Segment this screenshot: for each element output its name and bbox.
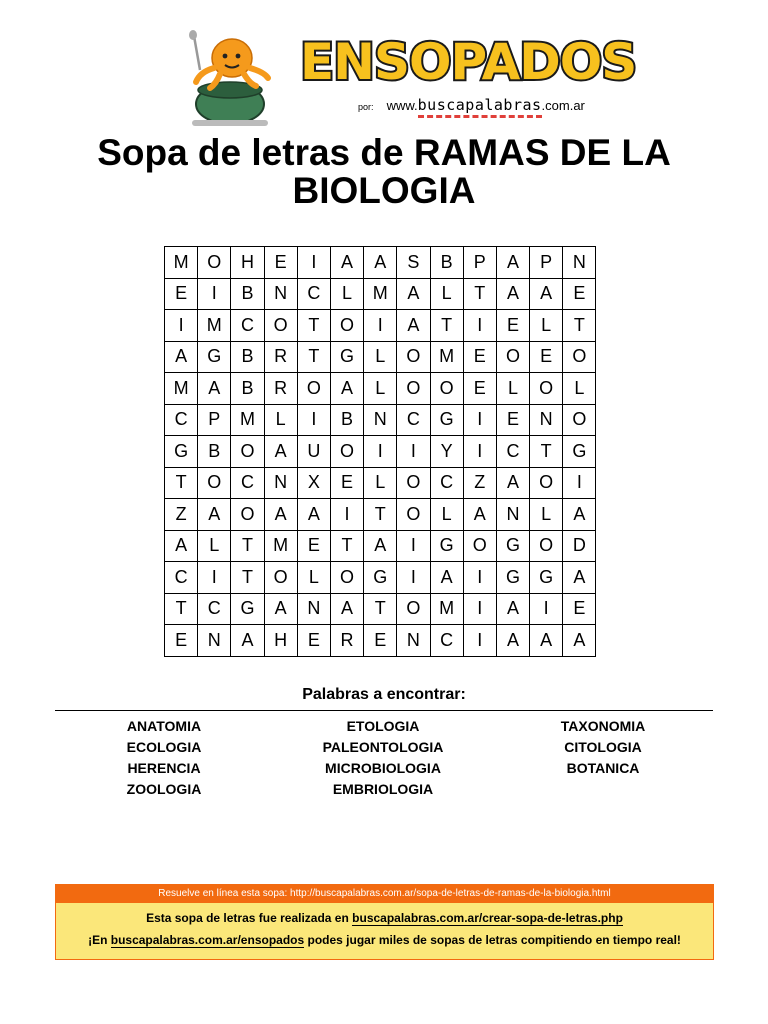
grid-cell: A	[563, 625, 596, 657]
create-link[interactable]: buscapalabras.com.ar/crear-sopa-de-letras.php	[352, 911, 623, 925]
footer-line-create	[56, 910, 713, 926]
grid-cell: N	[297, 593, 330, 625]
grid-cell: L	[364, 341, 397, 373]
grid-cell: C	[496, 436, 529, 468]
grid-cell: R	[264, 373, 297, 405]
grid-cell: I	[463, 593, 496, 625]
grid-cell: B	[330, 404, 363, 436]
grid-cell: I	[198, 278, 231, 310]
word-list-column-3	[493, 716, 713, 779]
header	[0, 0, 768, 130]
grid-row	[165, 499, 596, 531]
grid-row	[165, 467, 596, 499]
grid-cell: T	[364, 499, 397, 531]
grid-cell: S	[397, 247, 430, 279]
grid-cell: O	[330, 436, 363, 468]
grid-cell: L	[264, 404, 297, 436]
grid-cell: Z	[165, 499, 198, 531]
grid-cell: B	[231, 373, 264, 405]
grid-cell: L	[496, 373, 529, 405]
grid-cell: E	[496, 404, 529, 436]
grid-cell: G	[430, 404, 463, 436]
grid-cell: L	[198, 530, 231, 562]
grid-row	[165, 341, 596, 373]
word-item: BOTANICA	[566, 760, 640, 776]
grid-cell: N	[264, 278, 297, 310]
grid-cell: A	[198, 373, 231, 405]
grid-cell: G	[563, 436, 596, 468]
grid-cell: M	[198, 310, 231, 342]
grid-cell: I	[165, 310, 198, 342]
grid-cell: E	[463, 341, 496, 373]
grid-cell: A	[165, 341, 198, 373]
grid-row	[165, 436, 596, 468]
grid-cell: O	[264, 310, 297, 342]
grid-cell: A	[397, 310, 430, 342]
grid-cell: T	[463, 278, 496, 310]
grid-cell: M	[165, 373, 198, 405]
grid-cell: L	[563, 373, 596, 405]
word-item: ANATOMIA	[126, 718, 202, 734]
grid-row	[165, 404, 596, 436]
grid-row	[165, 593, 596, 625]
grid-cell: N	[364, 404, 397, 436]
grid-cell: C	[297, 278, 330, 310]
grid-cell: I	[330, 499, 363, 531]
grid-cell: A	[463, 499, 496, 531]
word-item: MICROBIOLOGIA	[325, 760, 441, 776]
grid-cell: A	[364, 247, 397, 279]
grid-cell: A	[231, 625, 264, 657]
grid-cell: I	[364, 436, 397, 468]
grid-cell: O	[264, 562, 297, 594]
grid-cell: B	[231, 278, 264, 310]
grid-cell: E	[530, 341, 563, 373]
grid-cell: O	[463, 530, 496, 562]
grid-cell: O	[297, 373, 330, 405]
grid-cell: C	[198, 593, 231, 625]
octopus-mascot-icon	[180, 28, 280, 128]
grid-cell: O	[530, 467, 563, 499]
footer-ensopados-prefix: ¡En	[88, 933, 111, 947]
grid-cell: M	[364, 278, 397, 310]
grid-cell: A	[330, 373, 363, 405]
grid-cell: G	[496, 530, 529, 562]
grid-row	[165, 625, 596, 657]
grid-cell: O	[330, 562, 363, 594]
word-item: ETOLOGIA	[346, 718, 420, 734]
grid-cell: G	[530, 562, 563, 594]
words-heading: Palabras a encontrar:	[302, 686, 466, 703]
grid-cell: L	[297, 562, 330, 594]
grid-cell: E	[463, 373, 496, 405]
word-item: HERENCIA	[127, 760, 201, 776]
logo-por: por:	[358, 102, 374, 112]
grid-cell: O	[330, 310, 363, 342]
logo-tld: .com.ar	[541, 98, 585, 113]
grid-cell: P	[198, 404, 231, 436]
title-line-1: Sopa de letras de RAMAS DE LA	[97, 132, 671, 173]
footer-ensopados-suffix: podes jugar miles de sopas de letras compitiendo en tiempo real!	[304, 933, 681, 947]
grid-cell: A	[264, 499, 297, 531]
grid-cell: I	[463, 436, 496, 468]
grid-cell: E	[297, 625, 330, 657]
grid-cell: X	[297, 467, 330, 499]
grid-cell: R	[264, 341, 297, 373]
grid-cell: N	[264, 467, 297, 499]
grid-cell: O	[397, 593, 430, 625]
grid-cell: C	[165, 562, 198, 594]
grid-cell: L	[364, 373, 397, 405]
grid-cell: N	[530, 404, 563, 436]
word-search-grid	[164, 246, 596, 657]
grid-cell: O	[397, 341, 430, 373]
grid-cell: E	[264, 247, 297, 279]
grid-cell: Y	[430, 436, 463, 468]
grid-cell: I	[463, 562, 496, 594]
grid-cell: B	[198, 436, 231, 468]
grid-cell: C	[231, 467, 264, 499]
logo-www: www.	[386, 98, 418, 113]
grid-cell: C	[430, 467, 463, 499]
grid-cell: N	[397, 625, 430, 657]
grid-cell: I	[463, 625, 496, 657]
grid-cell: T	[231, 562, 264, 594]
grid-cell: A	[364, 530, 397, 562]
grid-cell: B	[231, 341, 264, 373]
grid-cell: I	[297, 247, 330, 279]
word-item: ZOOLOGIA	[126, 781, 202, 797]
grid-cell: A	[264, 593, 297, 625]
grid-cell: A	[297, 499, 330, 531]
grid-cell: L	[330, 278, 363, 310]
grid-cell: E	[364, 625, 397, 657]
grid-cell: I	[563, 467, 596, 499]
grid-cell: T	[530, 436, 563, 468]
grid-cell: R	[330, 625, 363, 657]
ensopados-logo[interactable]	[300, 32, 637, 122]
grid-cell: O	[198, 247, 231, 279]
grid-cell: O	[397, 373, 430, 405]
grid-cell: I	[463, 404, 496, 436]
grid-cell: A	[496, 278, 529, 310]
grid-cell: A	[530, 278, 563, 310]
page-title	[40, 134, 728, 210]
grid-cell: I	[297, 404, 330, 436]
grid-cell: A	[165, 530, 198, 562]
grid-cell: N	[563, 247, 596, 279]
title-line-2: BIOLOGIA	[292, 170, 476, 211]
word-list-column-1	[54, 716, 274, 800]
grid-cell: G	[496, 562, 529, 594]
grid-cell: L	[530, 310, 563, 342]
footer-create-prefix: Esta sopa de letras fue realizada en	[146, 911, 353, 925]
grid-cell: E	[165, 625, 198, 657]
grid-cell: T	[330, 530, 363, 562]
word-item: EMBRIOLOGIA	[332, 781, 434, 797]
grid-cell: A	[330, 593, 363, 625]
grid-cell: A	[563, 499, 596, 531]
grid-cell: I	[198, 562, 231, 594]
word-item: CITOLOGIA	[564, 739, 642, 755]
grid-cell: T	[297, 310, 330, 342]
grid-cell: C	[430, 625, 463, 657]
grid-cell: B	[430, 247, 463, 279]
grid-cell: C	[397, 404, 430, 436]
grid-cell: L	[430, 278, 463, 310]
grid-cell: C	[165, 404, 198, 436]
grid-cell: I	[530, 593, 563, 625]
grid-cell: O	[530, 373, 563, 405]
grid-cell: M	[264, 530, 297, 562]
grid-cell: G	[198, 341, 231, 373]
grid-cell: E	[563, 593, 596, 625]
grid-cell: G	[364, 562, 397, 594]
grid-cell: H	[264, 625, 297, 657]
grid-cell: A	[397, 278, 430, 310]
grid-cell: A	[330, 247, 363, 279]
logo-brand: ENSOPADOS	[300, 33, 637, 91]
grid-cell: E	[165, 278, 198, 310]
logo-url	[358, 96, 585, 114]
grid-cell: O	[397, 499, 430, 531]
grid-cell: G	[430, 530, 463, 562]
grid-cell: N	[198, 625, 231, 657]
grid-cell: H	[231, 247, 264, 279]
grid-cell: A	[496, 247, 529, 279]
grid-cell: T	[165, 593, 198, 625]
grid-cell: T	[430, 310, 463, 342]
grid-cell: M	[231, 404, 264, 436]
grid-cell: O	[430, 373, 463, 405]
grid-cell: E	[330, 467, 363, 499]
word-item: PALEONTOLOGIA	[322, 739, 444, 755]
grid-cell: O	[397, 467, 430, 499]
ensopados-link[interactable]: buscapalabras.com.ar/ensopados	[110, 933, 305, 947]
grid-row	[165, 530, 596, 562]
grid-cell: L	[364, 467, 397, 499]
grid-row	[165, 310, 596, 342]
word-list-column-2	[273, 716, 493, 800]
grid-cell: E	[297, 530, 330, 562]
grid-cell: O	[231, 499, 264, 531]
grid-cell: A	[496, 467, 529, 499]
grid-cell: N	[496, 499, 529, 531]
grid-row	[165, 278, 596, 310]
grid-cell: A	[563, 562, 596, 594]
grid-cell: L	[430, 499, 463, 531]
grid-cell: E	[496, 310, 529, 342]
word-item: ECOLOGIA	[126, 739, 202, 755]
grid-cell: T	[297, 341, 330, 373]
grid-row	[165, 247, 596, 279]
logo-domain: buscapalabras	[418, 96, 542, 118]
grid-cell: U	[297, 436, 330, 468]
grid-cell: O	[530, 530, 563, 562]
grid-cell: O	[496, 341, 529, 373]
grid-cell: T	[231, 530, 264, 562]
divider	[55, 710, 713, 711]
grid-cell: T	[364, 593, 397, 625]
grid-cell: A	[430, 562, 463, 594]
grid-cell: O	[563, 341, 596, 373]
grid-cell: T	[165, 467, 198, 499]
grid-cell: A	[496, 625, 529, 657]
grid-cell: G	[330, 341, 363, 373]
grid-cell: G	[231, 593, 264, 625]
grid-row	[165, 373, 596, 405]
grid-cell: O	[198, 467, 231, 499]
grid-row	[165, 562, 596, 594]
grid-cell: T	[563, 310, 596, 342]
grid-cell: M	[430, 593, 463, 625]
grid-cell: A	[530, 625, 563, 657]
grid-cell: E	[563, 278, 596, 310]
grid-cell: L	[530, 499, 563, 531]
grid-cell: P	[530, 247, 563, 279]
grid-cell: I	[397, 530, 430, 562]
word-item: TAXONOMIA	[560, 718, 646, 734]
grid-cell: C	[231, 310, 264, 342]
grid-cell: P	[463, 247, 496, 279]
grid-cell: A	[496, 593, 529, 625]
grid-cell: A	[198, 499, 231, 531]
footer-box	[55, 884, 714, 960]
grid-cell: M	[165, 247, 198, 279]
grid-cell: I	[397, 562, 430, 594]
footer-line-ensopados	[56, 932, 713, 948]
grid-cell: A	[264, 436, 297, 468]
grid-cell: Z	[463, 467, 496, 499]
grid-cell: G	[165, 436, 198, 468]
grid-cell: I	[397, 436, 430, 468]
online-solve-link[interactable]: Resuelve en línea esta sopa: http://buscapalabras.com.ar/sopa-de-letras-de-ramas-de-la-biologia.html	[56, 885, 713, 903]
grid-cell: O	[563, 404, 596, 436]
grid-cell: M	[430, 341, 463, 373]
grid-cell: D	[563, 530, 596, 562]
grid-cell: O	[231, 436, 264, 468]
grid-cell: I	[463, 310, 496, 342]
grid-cell: I	[364, 310, 397, 342]
